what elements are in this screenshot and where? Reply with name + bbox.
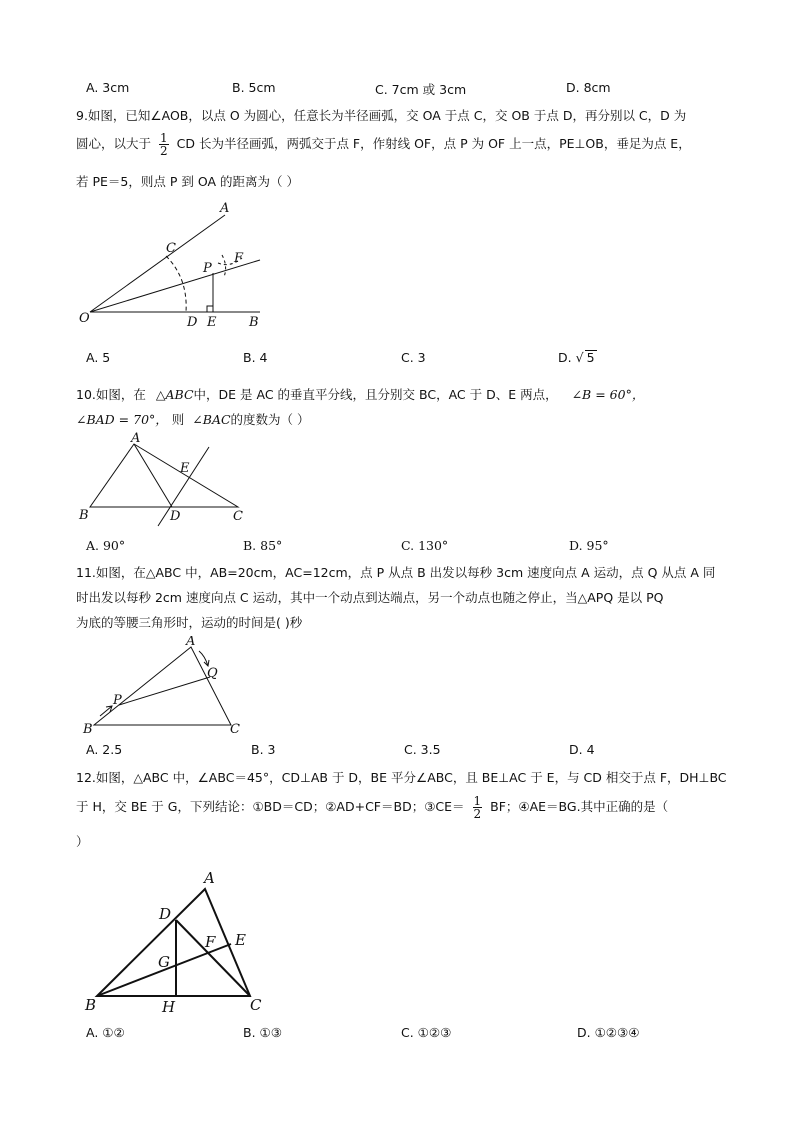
q12-fraction <box>473 795 483 820</box>
q10-angle-b: ∠B = 60°， <box>571 387 645 402</box>
q9-label-e: E <box>207 315 217 330</box>
q9-text-line2-b: CD 长为半径画弧，两弧交于点 F，作射线 OF，点 P 为 OF 上一点，PE⊥OB，垂足为点 E， <box>176 136 691 151</box>
q9-option-a: A. 5 <box>86 350 111 365</box>
q11-label-a: A <box>186 636 196 649</box>
q12-triangle <box>97 889 250 996</box>
q9-option-d-prefix: D. <box>558 350 572 365</box>
q10-label-e: E <box>180 461 190 476</box>
q10-angle-bad: ∠BAD = 70°， <box>76 412 168 427</box>
q11-label-p: P <box>113 693 122 708</box>
q9-fraction-den: 2 <box>160 144 168 158</box>
q10-label-a: A <box>131 431 141 446</box>
q9-fraction <box>159 132 169 157</box>
q10-label-c: C <box>233 509 243 524</box>
q12-text-line2-b: BF；④AE＝BG.其中正确的是（ <box>490 799 669 814</box>
q12-text-line2 <box>76 795 668 820</box>
q11-label-b: B <box>83 722 93 736</box>
q12-text-line1: 12.如图，△ABC 中，∠ABC＝45°，CD⊥AB 于 D，BE 平分∠ABC，且 BE⊥AC 于 E，与 CD 相交于点 F，DH⊥BC <box>76 770 727 785</box>
q12-label-f: F <box>205 933 216 951</box>
q12-label-h: H <box>162 998 176 1016</box>
q10-option-b: B. 85° <box>243 538 283 553</box>
q11-triangle <box>94 647 231 725</box>
q9-option-c: C. 3 <box>401 350 426 365</box>
q10-triangle-abc: ABC <box>165 387 194 402</box>
q12-fraction-den: 2 <box>473 807 482 821</box>
q11-text-line3: 为底的等腰三角形时，运动的时间是( )秒 <box>76 615 303 630</box>
q12-label-g: G <box>158 953 170 971</box>
q9-text-line1: 9.如图，已知∠AOB，以点 O 为圆心，任意长为半径画弧，交 OA 于点 C，交 OB 于点 D，再分别以 C，D 为 <box>76 108 687 123</box>
q10-perpendicular-bisector <box>158 447 209 526</box>
q8-option-b: B. 5cm <box>232 80 276 95</box>
q10-figure <box>74 430 254 530</box>
q12-figure <box>78 860 278 1025</box>
q12-option-d: D. ①②③④ <box>577 1025 640 1040</box>
q12-label-c: C <box>250 996 262 1014</box>
q10-segment-ad <box>134 444 172 507</box>
q9-text-line2 <box>76 132 691 157</box>
q9-right-angle-mark <box>207 306 213 312</box>
q12-option-a: A. ①② <box>86 1025 125 1040</box>
q10-option-c: C. 130° <box>401 538 449 553</box>
q9-text-line3: 若 PE＝5，则点 P 到 OA 的距离为（ ） <box>76 174 299 189</box>
q9-option-d-radicand: 5 <box>586 350 595 365</box>
q10-text-line2 <box>76 410 310 428</box>
q11-segment-pq <box>119 677 210 705</box>
q12-label-b: B <box>85 996 97 1014</box>
q10-text-line1-a: 10.如图，在 <box>76 387 146 402</box>
q11-option-b: B. 3 <box>251 742 276 757</box>
q9-option-d <box>558 350 597 365</box>
q8-option-a: A. 3cm <box>86 80 130 95</box>
q10-angle-bac: ∠BAC <box>192 412 231 427</box>
q12-fraction-num: 1 <box>473 794 482 808</box>
q12-text-line3: ） <box>76 834 89 849</box>
q10-option-a: A. 90° <box>86 538 126 553</box>
q9-label-f: F <box>234 251 244 266</box>
q11-option-d: D. 4 <box>569 742 595 757</box>
q9-text-line2-a: 圆心，以大于 <box>76 136 152 151</box>
q10-triangle <box>90 444 238 507</box>
q9-label-a: A <box>220 201 230 216</box>
q12-text-line2-a: 于 H，交 BE 于 G，下列结论：①BD＝CD；②AD+CF＝BD；③CE＝ <box>76 799 465 814</box>
q11-option-a: A. 2.5 <box>86 742 123 757</box>
q12-label-e: E <box>235 931 246 949</box>
q10-text-line2-b: 则 <box>171 412 185 427</box>
q8-option-d: D. 8cm <box>566 80 611 95</box>
arrow-icon <box>199 651 208 666</box>
q12-label-d: D <box>159 905 172 923</box>
q11-figure <box>78 636 248 736</box>
q9-arc-f1 <box>222 255 226 277</box>
q10-text-line2-d: 的度数为（ ） <box>230 412 310 427</box>
q9-fraction-num: 1 <box>160 131 168 145</box>
q12-option-b: B. ①③ <box>243 1025 282 1040</box>
q10-text-line1 <box>76 385 644 403</box>
q9-label-d: D <box>187 315 198 330</box>
q9-option-b: B. 4 <box>243 350 268 365</box>
q11-label-q: Q <box>207 666 218 681</box>
sqrt-icon: √ <box>575 350 584 365</box>
q10-label-d: D <box>170 509 181 524</box>
q9-figure <box>70 198 280 338</box>
triangle-icon: △ <box>155 387 166 402</box>
q11-label-c: C <box>230 722 240 736</box>
q9-label-o: O <box>79 311 90 326</box>
q9-label-p: P <box>203 261 212 276</box>
q12-option-c: C. ①②③ <box>401 1025 452 1040</box>
q11-option-c: C. 3.5 <box>404 742 441 757</box>
q8-option-c: C. 7cm 或 3cm <box>375 82 467 97</box>
q11-text-line1: 11.如图，在△ABC 中，AB=20cm，AC=12cm，点 P 从点 B 出发以每秒 3cm 速度向点 A 运动，点 Q 从点 A 同 <box>76 565 716 580</box>
q9-label-b: B <box>249 315 259 330</box>
q10-label-b: B <box>79 508 89 523</box>
q10-text-line1-b: 中，DE 是 AC 的垂直平分线，且分别交 BC，AC 于 D、E 两点， <box>193 387 558 402</box>
q10-option-d: D. 95° <box>569 538 609 553</box>
q12-label-a: A <box>204 869 215 887</box>
q9-label-c: C <box>166 241 176 256</box>
q11-text-line2: 时出发以每秒 2cm 速度向点 C 运动，其中一个动点到达端点，另一个动点也随之停止，当△APQ 是以 PQ <box>76 590 664 605</box>
